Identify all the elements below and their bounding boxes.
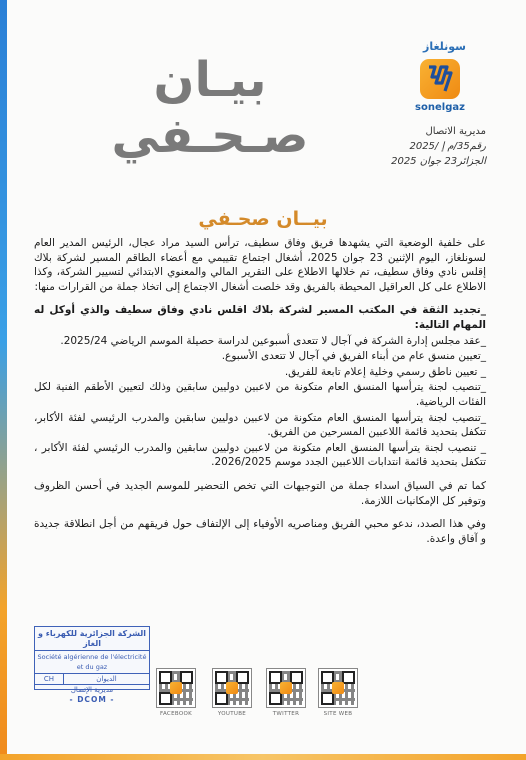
decision-item: _تنصيب لجنة يترأسها المنسق العام متكونة من لاعبين دوليين سابقين وذلك لتعيين الأطقم الفنية لكل الفئات الرياضية.: [34, 381, 486, 408]
document-subtitle: بيــان صحـفي: [198, 208, 328, 230]
qr-youtube[interactable]: [212, 668, 252, 717]
bottom-color-band: [0, 754, 526, 760]
qr-code-youtube[interactable]: [212, 668, 252, 708]
logo-arabic-text: سونلغاز: [422, 40, 466, 53]
decision-item: _ تعيين ناطق رسمي وخلية إعلام تابعة للفريق.: [284, 365, 486, 378]
qr-codes-row: [156, 668, 366, 738]
stamp-french-name: Société algérienne de l'électricité et du gaz: [35, 651, 149, 674]
press-release-body: [34, 236, 486, 555]
reference-number: رقم35/م إ /2025: [409, 141, 486, 152]
logo-latin-text: sonelgaz: [415, 102, 465, 113]
qr-twitter[interactable]: [266, 668, 306, 717]
qr-facebook[interactable]: [156, 668, 196, 717]
stamp-department: مديرية الإتصال: [70, 686, 114, 694]
stamp-row: [35, 674, 149, 685]
reference-block: [286, 124, 486, 169]
qr-code-facebook[interactable]: [156, 668, 196, 708]
qr-label: YOUTUBE: [217, 711, 247, 717]
stamp-arabic-name: الشركة الجزائرية للكهرباء و الغاز: [35, 627, 149, 651]
qr-code-twitter[interactable]: [266, 668, 306, 708]
reference-date: الجزائر23 جوان 2025: [391, 156, 486, 167]
header-title: بيـان صـحـفي: [111, 52, 309, 164]
stamp-acronym: - DCOM -: [69, 695, 115, 704]
official-stamp: [34, 626, 150, 704]
qr-code-site-web[interactable]: [318, 668, 358, 708]
decisions-list: [34, 303, 486, 470]
qr-label: SITE WEB: [323, 711, 353, 717]
decision-item: _ تنصيب لجنة يترأسها المنسق العام متكونة من لاعبين دوليين سابقين والمدرب الرئيسي لفئة الأكابر ، تتكفل بتحديد قائمة انتدابات اللاعبين الجدد موسم 2026/2025.: [34, 441, 486, 469]
decision-item: _تجديد الثقة في المكتب المسير لشركة بلاك اقلس نادي وفاق سطيف والذي أوكل له المهام التالية:: [34, 304, 486, 331]
decision-item: _عقد مجلس إدارة الشركة في آجال لا تتعدى أسبوعين لدراسة حصيلة الموسم الرياضي 2025/24.: [60, 334, 486, 347]
qr-label: TWITTER: [272, 711, 300, 717]
decision-item: _تعيين منسق عام من أبناء الفريق في آجال لا تتعدى الأسبوع.: [221, 350, 486, 363]
qr-site-web[interactable]: [318, 668, 358, 717]
stamp-office: الديوان: [96, 675, 117, 683]
guidance-paragraph: كما تم في السياق اسداء جملة من التوجيهات التي تخص التحضير للموسم الجديد في أحسن الظروف وتوفير كل الإمكانيات اللازمة.: [34, 479, 486, 507]
stamp-code: CH: [35, 674, 64, 684]
qr-label: FACEBOOK: [160, 711, 192, 717]
left-color-band: [0, 0, 7, 760]
intro-paragraph: على خلفية الوضعية التي يشهدها فريق وفاق سطيف، ترأس السيد مراد عجال، الرئيس المدير العام لسونلغاز، اليوم الإثنين 23 جوان 2025، أشغال اجتماع تقييمي مع أعضاء الطاقم المسير لشركة بلاك إقلس نادي وفاق سطيف، تم خلالها الاطلاع على التقرير المالي والمعنوي الابتدائي لتسيير الشركة، وكذا الاطلاع على كل العراقيل المحيطة بالفريق وقد خلصت أشغال الاجتماع إلى اتخاذ جملة من القرارات منها:: [34, 237, 487, 293]
decision-item: _تنصيب لجنة يترأسها المنسق العام متكونة من لاعبين دوليين سابقين والمدرب الرئيسي لفئة الأكابر، تتكفل بتحديد قائمة اللاعبين المسرحين من الفريق.: [34, 411, 486, 439]
sonelgaz-logo: [400, 40, 480, 113]
reference-department: مديرية الاتصال: [425, 126, 486, 137]
sonelgaz-logo-icon: [420, 59, 460, 99]
closing-paragraph: وفي هذا الصدد، ندعو محبي الفريق ومناصريه الأوفياء إلى الإلتفاف حول فريقهم من أجل انطلاقة جديدة و آفاق واعدة.: [34, 518, 486, 545]
